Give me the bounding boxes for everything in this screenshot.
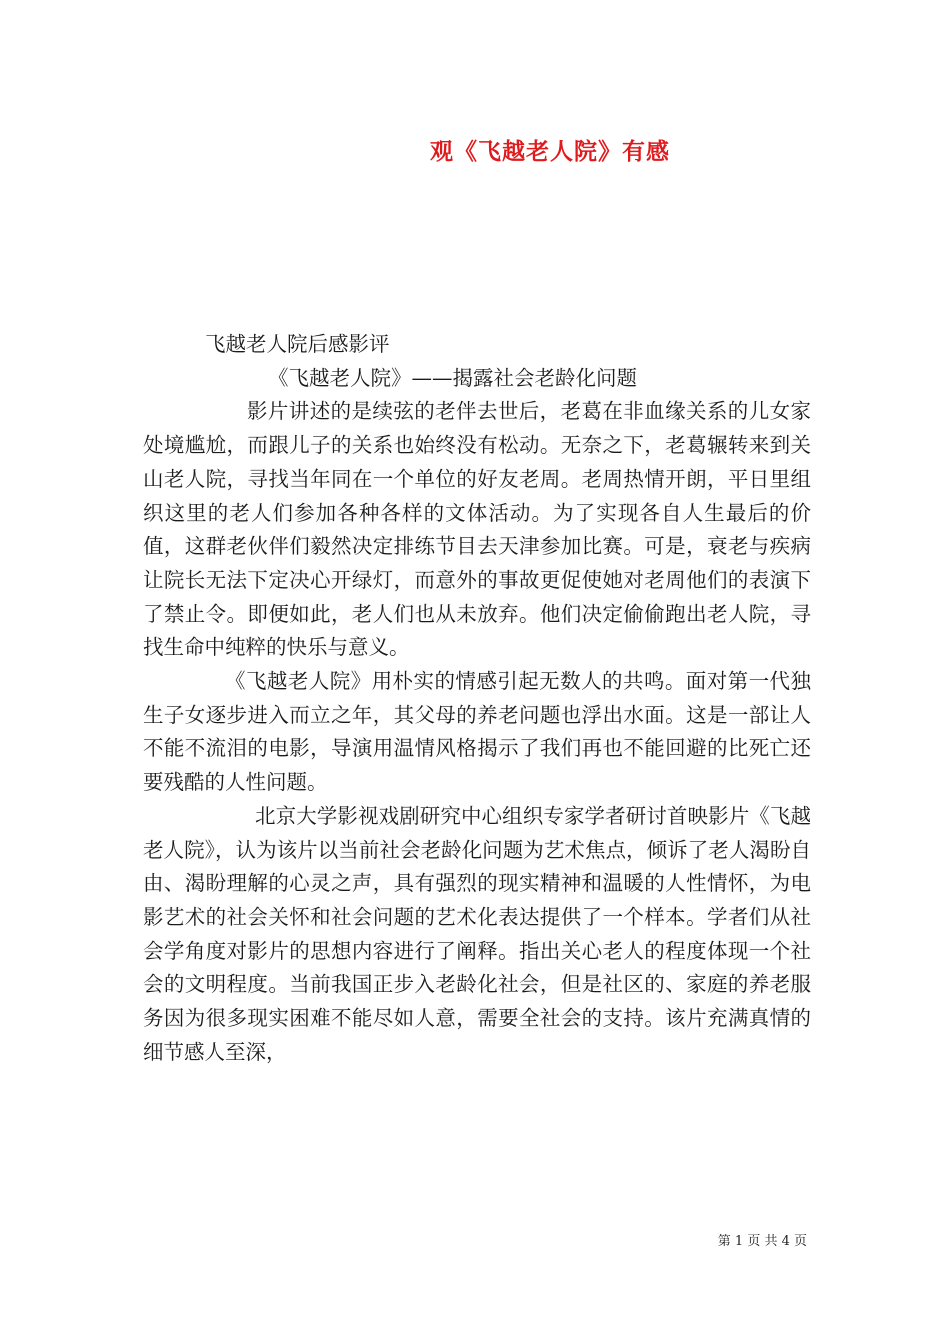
paragraph-peking-university: 北京大学影视戏剧研究中心组织专家学者研讨首映影片《飞越老人院》，认为该片以当前社会老龄化问题为艺术焦点，倾诉了老人渴盼自由、渴盼理解的心灵之声，具有强烈的现实精神和温暖的人性情怀，为电影艺术的社会关怀和社会问题的艺术化表达提供了一个样本。学者们从社会学角度对影片的思想内容进行了阐释。指出关心老人的程度体现一个社会的文明程度。当前我国正步入老龄化社会，但是社区的、家庭的养老服务因为很多现实困难不能尽如人意，需要全社会的支持。该片充满真情的细节感人至深， — [143, 803, 811, 1064]
document-body — [143, 328, 811, 1069]
document-title: 观《飞越老人院》有感 — [430, 138, 670, 165]
subheading-topic: 《飞越老人院》——揭露社会老龄化问题 — [268, 365, 637, 390]
paragraph-resonance: 《飞越老人院》用朴实的情感引起无数人的共鸣。面对第一代独生子女逐步进入而立之年，其父母的养老问题也浮出水面。这是一部让人不能不流泪的电影，导演用温情风格揭示了我们再也不能回避的比死亡还要残酷的人性问题。 — [143, 669, 811, 795]
page-number-footer: 第 1 页 共 4 页 — [717, 1234, 807, 1249]
paragraph-synopsis: 影片讲述的是续弦的老伴去世后，老葛在非血缘关系的儿女家处境尴尬，而跟儿子的关系也始终没有松动。无奈之下，老葛辗转来到关山老人院，寻找当年同在一个单位的好友老周。老周热情开朗，平日里组织这里的老人们参加各种各样的文体活动。为了实现各自人生最后的价值，这群老伙伴们毅然决定排练节目去天津参加比赛。可是，衰老与疾病让院长无法下定决心开绿灯，而意外的事故更促使她对老周他们的表演下了禁止令。即便如此，老人们也从未放弃。他们决定偷偷跑出老人院，寻找生命中纯粹的快乐与意义。 — [143, 399, 811, 660]
subheading-review: 飞越老人院后感影评 — [205, 332, 390, 356]
